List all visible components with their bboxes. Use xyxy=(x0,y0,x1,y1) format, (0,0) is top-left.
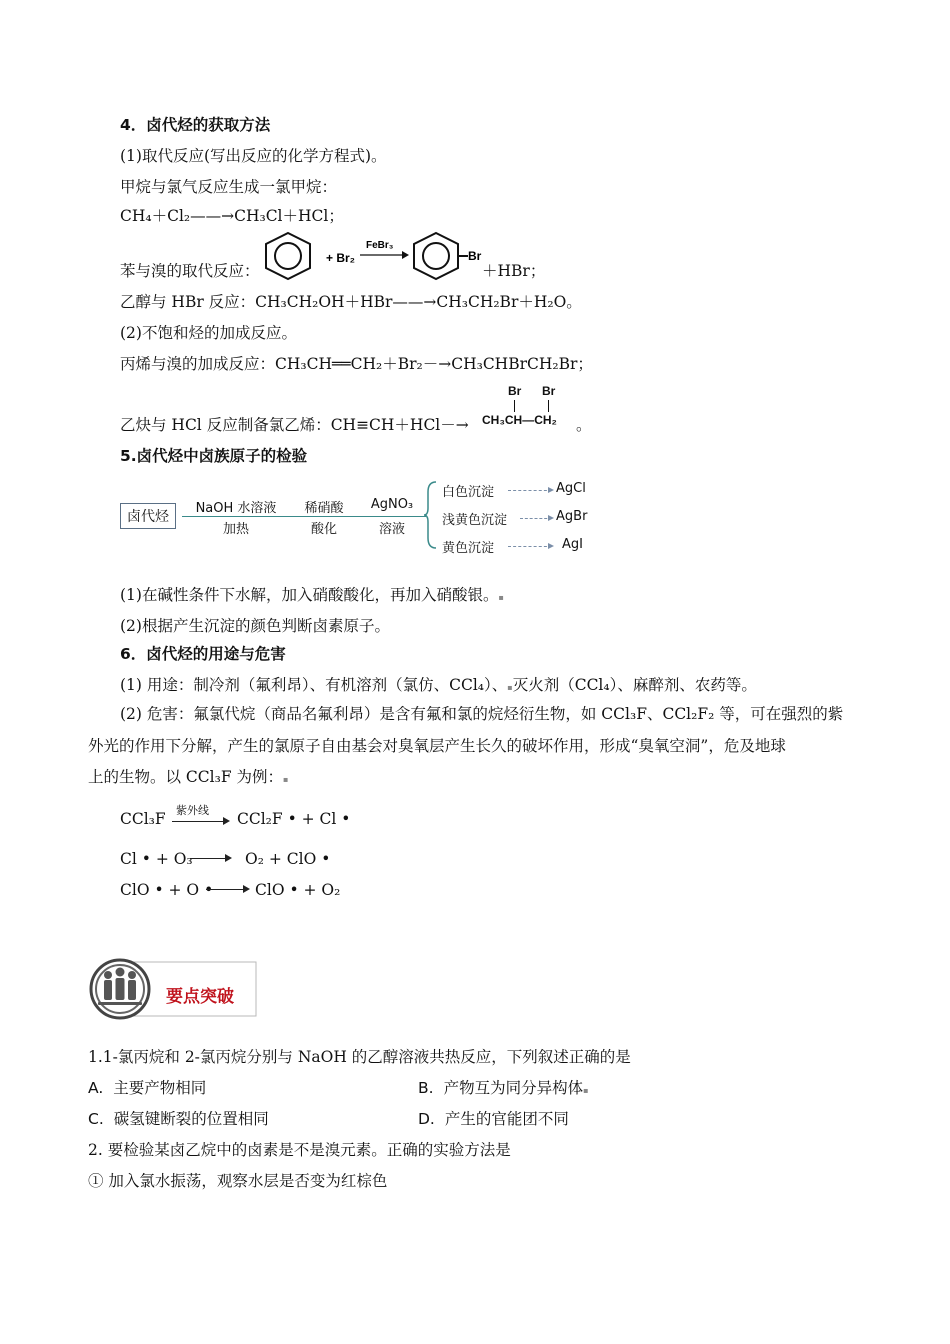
test-note-2: (2)根据产生沉淀的颜色判断卤素原子。 xyxy=(120,617,390,635)
benzene-hbr: ＋HBr； xyxy=(482,262,546,280)
section-6-heading: 6．卤代烃的用途与危害 xyxy=(120,645,286,663)
methane-equation: CH₄＋Cl₂——→CH₃Cl＋HCl； xyxy=(120,207,344,225)
bromobenzene-ring-icon xyxy=(414,233,468,279)
flow-step2-bottom: 酸化 xyxy=(310,522,337,537)
question-1-option-c: C. 碳氢键断裂的位置相同 xyxy=(88,1110,269,1128)
flow-result-color: 浅黄色沉淀 xyxy=(442,513,508,528)
flow-start-box: 卤代烃 xyxy=(120,503,176,529)
febr3-catalyst: FeBr₃ xyxy=(366,240,394,251)
flow-result-product: AgI xyxy=(562,537,583,552)
flow-result-color: 白色沉淀 xyxy=(442,485,495,500)
flow-step1-bottom: 加热 xyxy=(222,522,249,537)
reaction-2-left: Cl • + O₃ xyxy=(120,850,193,868)
flow-brace xyxy=(424,478,438,552)
subsection-addition: (2)不饱和烃的加成反应。 xyxy=(120,324,297,342)
key-points-title: 要点突破 xyxy=(166,987,234,1007)
hazard-line-2: 外光的作用下分解，产生的氯原子自由基会对臭氧层产生长久的破坏作用，形成“臭氧空洞”，危及地球 xyxy=(88,737,786,755)
br-substituent: Br xyxy=(468,249,482,263)
ethanol-equation: 乙醇与 HBr 反应：CH₃CH₂OH＋HBr——→CH₃CH₂Br＋H₂O。 xyxy=(120,293,582,311)
reaction-1-condition: 紫外线 xyxy=(176,804,209,817)
acetylene-end: 。 xyxy=(576,416,592,434)
propene-equation: 丙烯与溴的加成反应：CH₃CH══CH₂＋Br₂－→CH₃CHBrCH₂Br； xyxy=(120,355,593,373)
section-4-heading: 4．卤代烃的获取方法 xyxy=(120,116,271,134)
dibromo-br-2: Br xyxy=(542,384,556,398)
dibromo-br-1: Br xyxy=(508,384,522,398)
flow-step1-top: NaOH 水溶液 xyxy=(195,501,277,516)
section-5-heading: 5.卤代烃中卤族原子的检验 xyxy=(120,447,308,465)
methane-label: 甲烷与氯气反应生成一氯甲烷： xyxy=(120,178,338,196)
reaction-2-right: O₂ + ClO • xyxy=(245,850,331,868)
flow-step3-top: AgNO₃ xyxy=(370,497,414,512)
hazard-line-1: (2) 危害：氟氯代烷（商品名氟利昂）是含有氟和氯的烷烃衍生物，如 CCl₃F、CCl₂F₂ 等，可在强烈的紫 xyxy=(120,705,844,723)
hazard-line-3: 上的生物。以 CCl₃F 为例：▪ xyxy=(88,768,289,786)
question-1-option-d: D. 产生的官能团不同 xyxy=(418,1110,569,1128)
test-note-1: (1)在碱性条件下水解，加入硝酸酸化，再加入硝酸银。▪ xyxy=(120,586,504,604)
question-1-stem: 1.1-氯丙烷和 2-氯丙烷分别与 NaOH 的乙醇溶液共热反应，下列叙述正确的是 xyxy=(88,1048,631,1066)
flow-result-color: 黄色沉淀 xyxy=(442,541,495,556)
br2-reagent: + Br₂ xyxy=(326,251,356,265)
benzene-label: 苯与溴的取代反应： xyxy=(120,262,260,280)
question-1-option-b: B. 产物互为同分异构体▪ xyxy=(418,1079,589,1097)
reaction-3-right: ClO • + O₂ xyxy=(255,881,341,899)
reaction-3-left: ClO • + O • xyxy=(120,881,214,899)
question-2-stem: 2. 要检验某卤乙烷中的卤素是不是溴元素。正确的实验方法是 xyxy=(88,1141,511,1159)
flow-result-product: AgCl xyxy=(556,481,586,496)
benzene-ring-icon xyxy=(266,233,310,279)
flow-step2-top: 稀硝酸 xyxy=(304,501,344,516)
flow-step3-bottom: 溶液 xyxy=(378,522,405,537)
uses-line: (1) 用途：制冷剂（氟利昂）、有机溶剂（氯仿、CCl₄）、▪灭火剂（CCl₄）、麻醉剂、农药等。 xyxy=(120,676,757,694)
reaction-1-right: CCl₂F • + Cl • xyxy=(237,810,351,828)
acetylene-equation: 乙炔与 HCl 反应制备氯乙烯：CH≡CH＋HCl－→ xyxy=(120,416,469,434)
question-1-option-a: A. 主要产物相同 xyxy=(88,1079,207,1097)
flow-result-product: AgBr xyxy=(556,509,588,524)
subsection-substitution: (1)取代反应(写出反应的化学方程式)。 xyxy=(120,147,387,165)
dibromo-chain: CH₃CH—CH₂ xyxy=(482,413,557,427)
question-2-item-1: ① 加入氯水振荡，观察水层是否变为红棕色 xyxy=(88,1172,388,1190)
reaction-1-left: CCl₃F xyxy=(120,810,166,828)
